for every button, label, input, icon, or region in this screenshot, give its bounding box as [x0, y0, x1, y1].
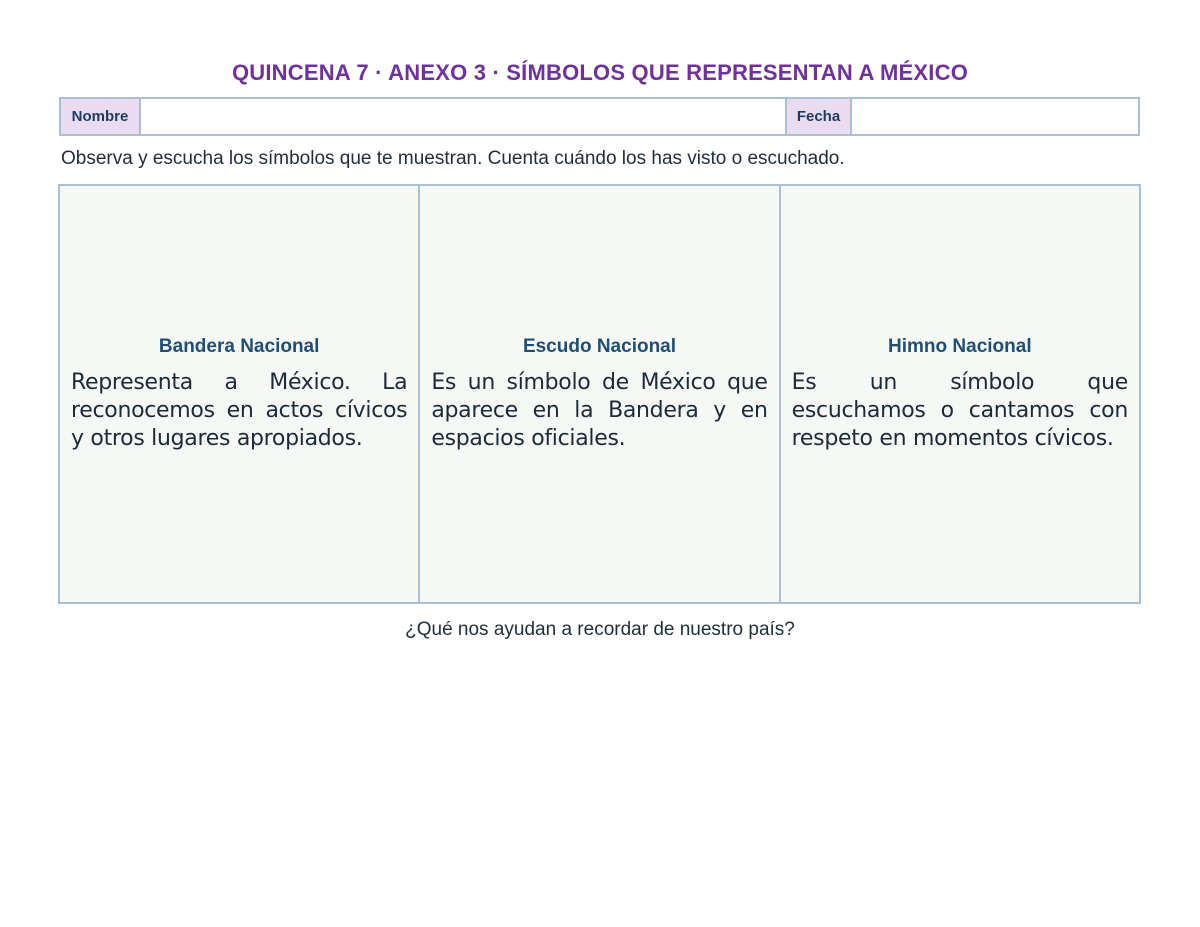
- question-text: ¿Qué nos ayudan a recordar de nuestro país?: [405, 619, 795, 640]
- student-info-row: [59, 97, 1140, 136]
- card-bandera: [60, 186, 418, 602]
- card-title: Himno Nacional: [888, 336, 1032, 357]
- card-text: Es un símbolo de México que aparece en la Bandera y en espacios oficiales.: [431, 370, 768, 451]
- name-label: Nombre: [61, 99, 141, 134]
- date-field[interactable]: [852, 99, 1138, 134]
- name-field[interactable]: [141, 99, 787, 134]
- date-label: Fecha: [787, 99, 852, 134]
- symbols-table: [58, 184, 1141, 604]
- card-himno: [779, 186, 1139, 602]
- page-title: QUINCENA 7 · ANEXO 3 · SÍMBOLOS QUE REPRESENTAN A MÉXICO: [231, 60, 969, 85]
- card-title: Bandera Nacional: [158, 336, 320, 357]
- card-escudo: [418, 186, 778, 602]
- card-text: Representa a México. La reconocemos en actos cívicos y otros lugares apropiados.: [71, 370, 408, 451]
- instruction-text: Observa y escucha los símbolos que te muestran. Cuenta cuándo los has visto o escuchado.: [61, 148, 845, 169]
- card-title: Escudo Nacional: [522, 336, 677, 357]
- card-text: Es un símbolo que escuchamos o cantamos con respeto en momentos cívicos.: [791, 370, 1128, 451]
